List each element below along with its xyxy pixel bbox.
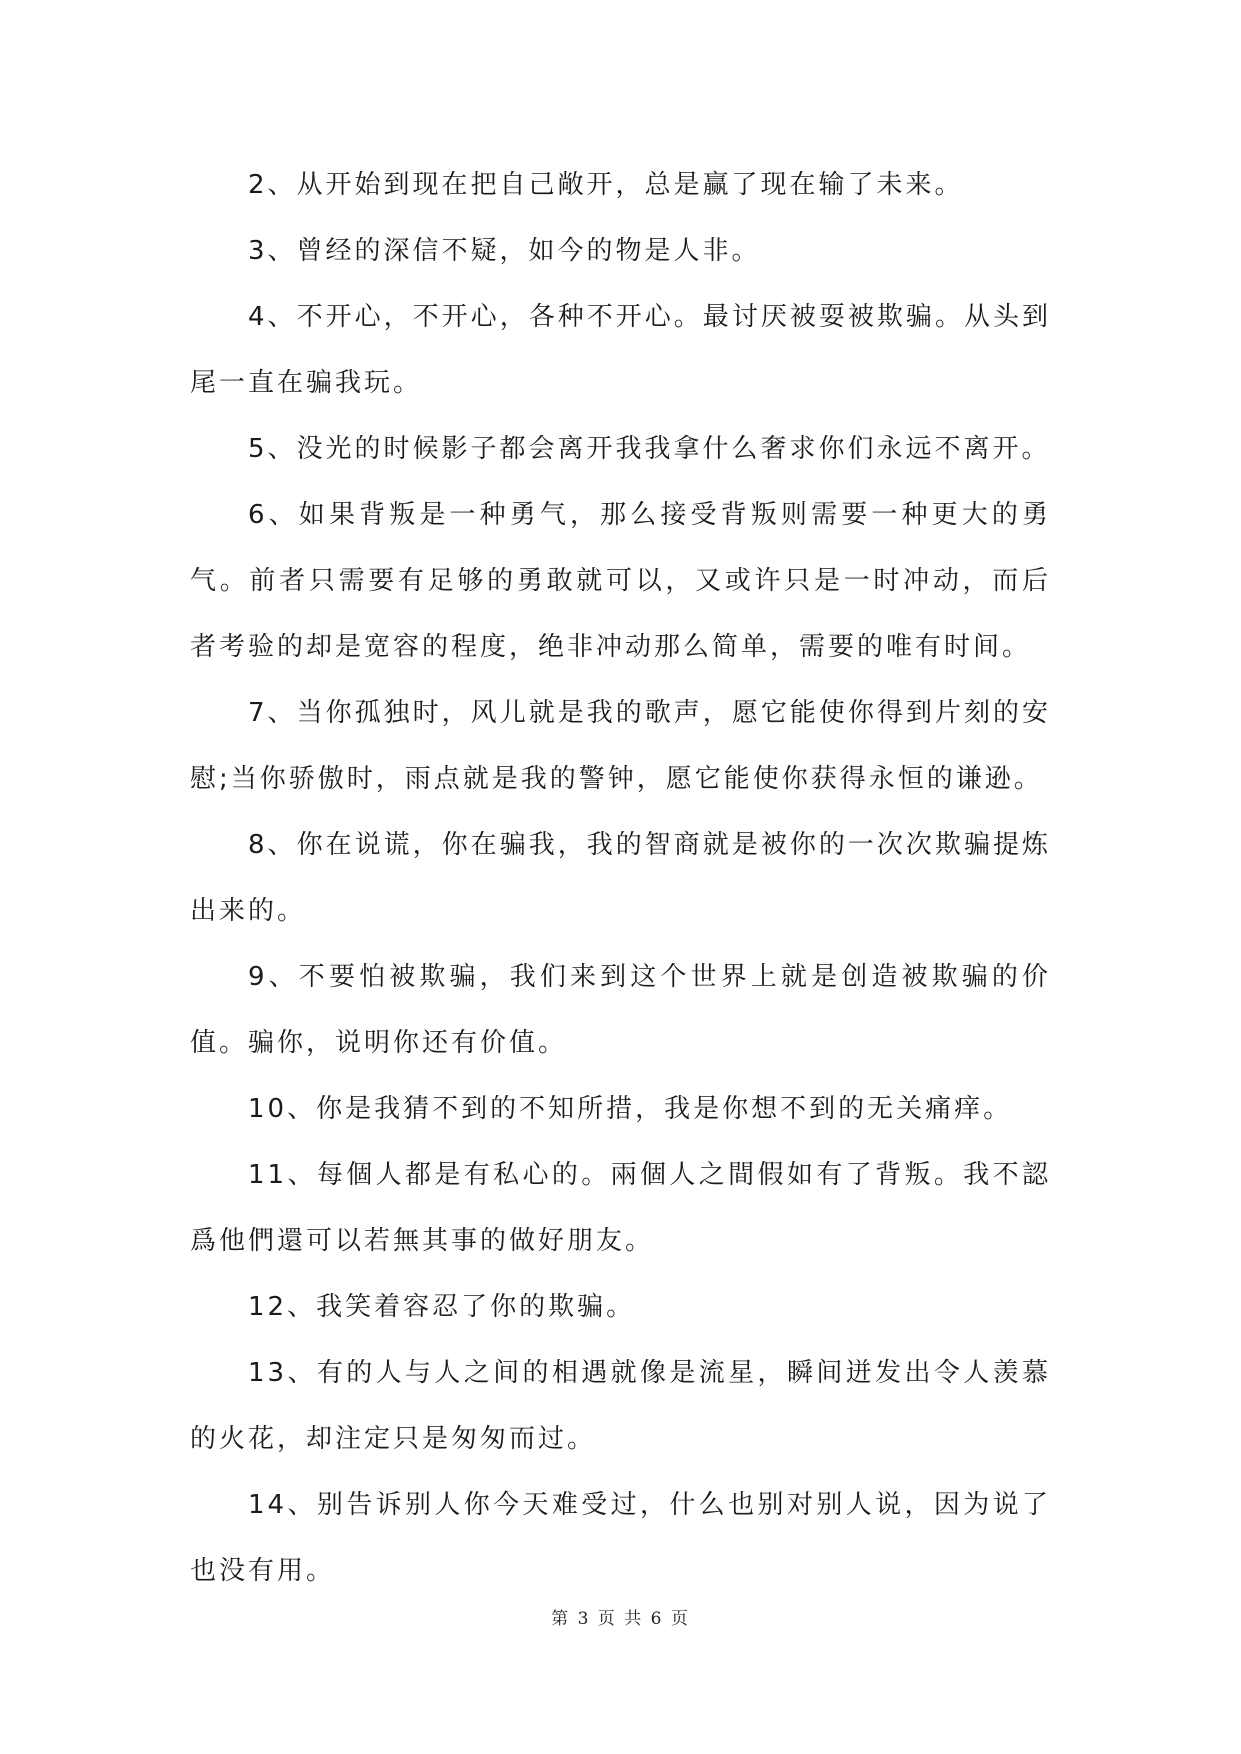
paragraph-4: 4、不开心，不开心，各种不开心。最讨厌被耍被欺骗。从头到尾一直在骗我玩。 <box>190 302 1051 398</box>
paragraph-10: 10、你是我猜不到的不知所措，我是你想不到的无关痛痒。 <box>248 1094 1013 1124</box>
paragraph-2: 2、从开始到现在把自己敞开，总是赢了现在输了未来。 <box>248 170 964 200</box>
paragraph-9: 9、不要怕被欺骗，我们来到这个世界上就是创造被欺骗的价值。骗你，说明你还有价值。 <box>190 962 1051 1058</box>
paragraph-12: 12、我笑着容忍了你的欺骗。 <box>248 1292 636 1322</box>
paragraph-11: 11、每個人都是有私心的。兩個人之間假如有了背叛。我不認爲他們還可以若無其事的做好朋友。 <box>190 1160 1051 1256</box>
paragraph-8: 8、你在说谎，你在骗我，我的智商就是被你的一次次欺骗提炼出来的。 <box>190 830 1051 926</box>
paragraph-5: 5、没光的时候影子都会离开我我拿什么奢求你们永远不离开。 <box>248 434 1051 464</box>
paragraph-7: 7、当你孤独时，风儿就是我的歌声，愿它能使你得到片刻的安慰;当你骄傲时，雨点就是我的警钟，愿它能使你获得永恒的谦逊。 <box>190 698 1051 794</box>
paragraph-6: 6、如果背叛是一种勇气，那么接受背叛则需要一种更大的勇气。前者只需要有足够的勇敢就可以，又或许只是一时冲动，而后者考验的却是宽容的程度，绝非冲动那么简单，需要的唯有时间。 <box>190 500 1051 662</box>
paragraph-3: 3、曾经的深信不疑，如今的物是人非。 <box>248 236 761 266</box>
page-number-footer: 第 3 页 共 6 页 <box>551 1609 690 1629</box>
paragraph-13: 13、有的人与人之间的相遇就像是流星，瞬间迸发出令人羡慕的火花，却注定只是匆匆而过。 <box>190 1358 1051 1454</box>
paragraph-14: 14、别告诉别人你今天难受过，什么也别对别人说，因为说了也没有用。 <box>190 1490 1051 1586</box>
document-body <box>190 152 1051 1604</box>
